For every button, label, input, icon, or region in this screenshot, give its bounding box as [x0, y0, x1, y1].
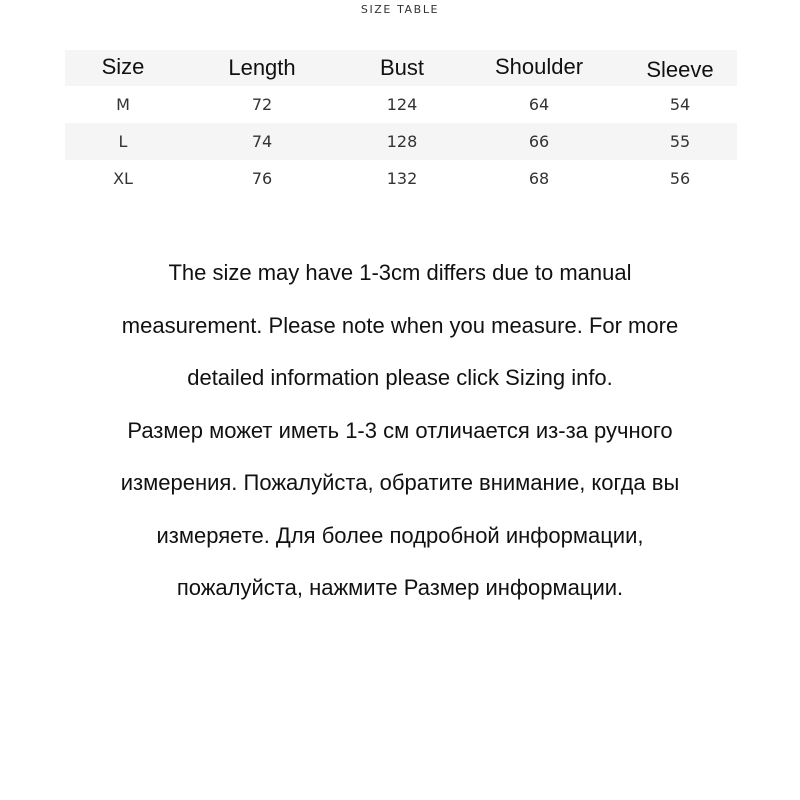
note-russian-line: пожалуйста, нажмите Размер информации.: [176, 575, 624, 600]
cell-sleeve: 55: [669, 132, 691, 151]
header-length: Length: [228, 55, 296, 80]
table-header-row: [65, 50, 737, 86]
cell-size: XL: [113, 169, 133, 188]
header-size: Size: [101, 54, 145, 79]
note-russian-line: измерения. Пожалуйста, обратите внимание, когда вы: [120, 470, 680, 495]
note-english-line: The size may have 1-3cm differs due to manual: [168, 260, 632, 285]
cell-bust: 132: [386, 169, 418, 188]
table-row: [65, 86, 737, 123]
size-table-title: SIZE TABLE: [360, 3, 440, 16]
cell-sleeve: 54: [669, 95, 691, 114]
note-russian-line: измеряете. Для более подробной информации,: [156, 522, 644, 548]
cell-length: 76: [251, 169, 273, 188]
cell-shoulder: 66: [528, 132, 550, 151]
cell-sleeve: 56: [669, 169, 691, 188]
cell-size: L: [118, 132, 128, 151]
size-notes: [0, 247, 800, 615]
header-sleeve: Sleeve: [646, 57, 714, 82]
cell-shoulder: 64: [528, 95, 550, 114]
note-russian-line: Размер может иметь 1-3 см отличается из-за ручного: [127, 417, 673, 443]
table-row: [65, 160, 737, 197]
cell-length: 72: [251, 95, 273, 114]
note-english-line: detailed information please click Sizing info.: [187, 365, 613, 390]
cell-shoulder: 68: [528, 169, 550, 188]
note-english-line: measurement. Please note when you measure. For more: [121, 312, 679, 338]
cell-bust: 124: [386, 95, 418, 114]
cell-size: M: [116, 95, 130, 114]
table-row: [65, 123, 737, 160]
header-bust: Bust: [379, 55, 425, 80]
cell-bust: 128: [386, 132, 418, 151]
size-table: [65, 50, 737, 197]
cell-length: 74: [251, 132, 273, 151]
header-shoulder: Shoulder: [494, 54, 584, 79]
